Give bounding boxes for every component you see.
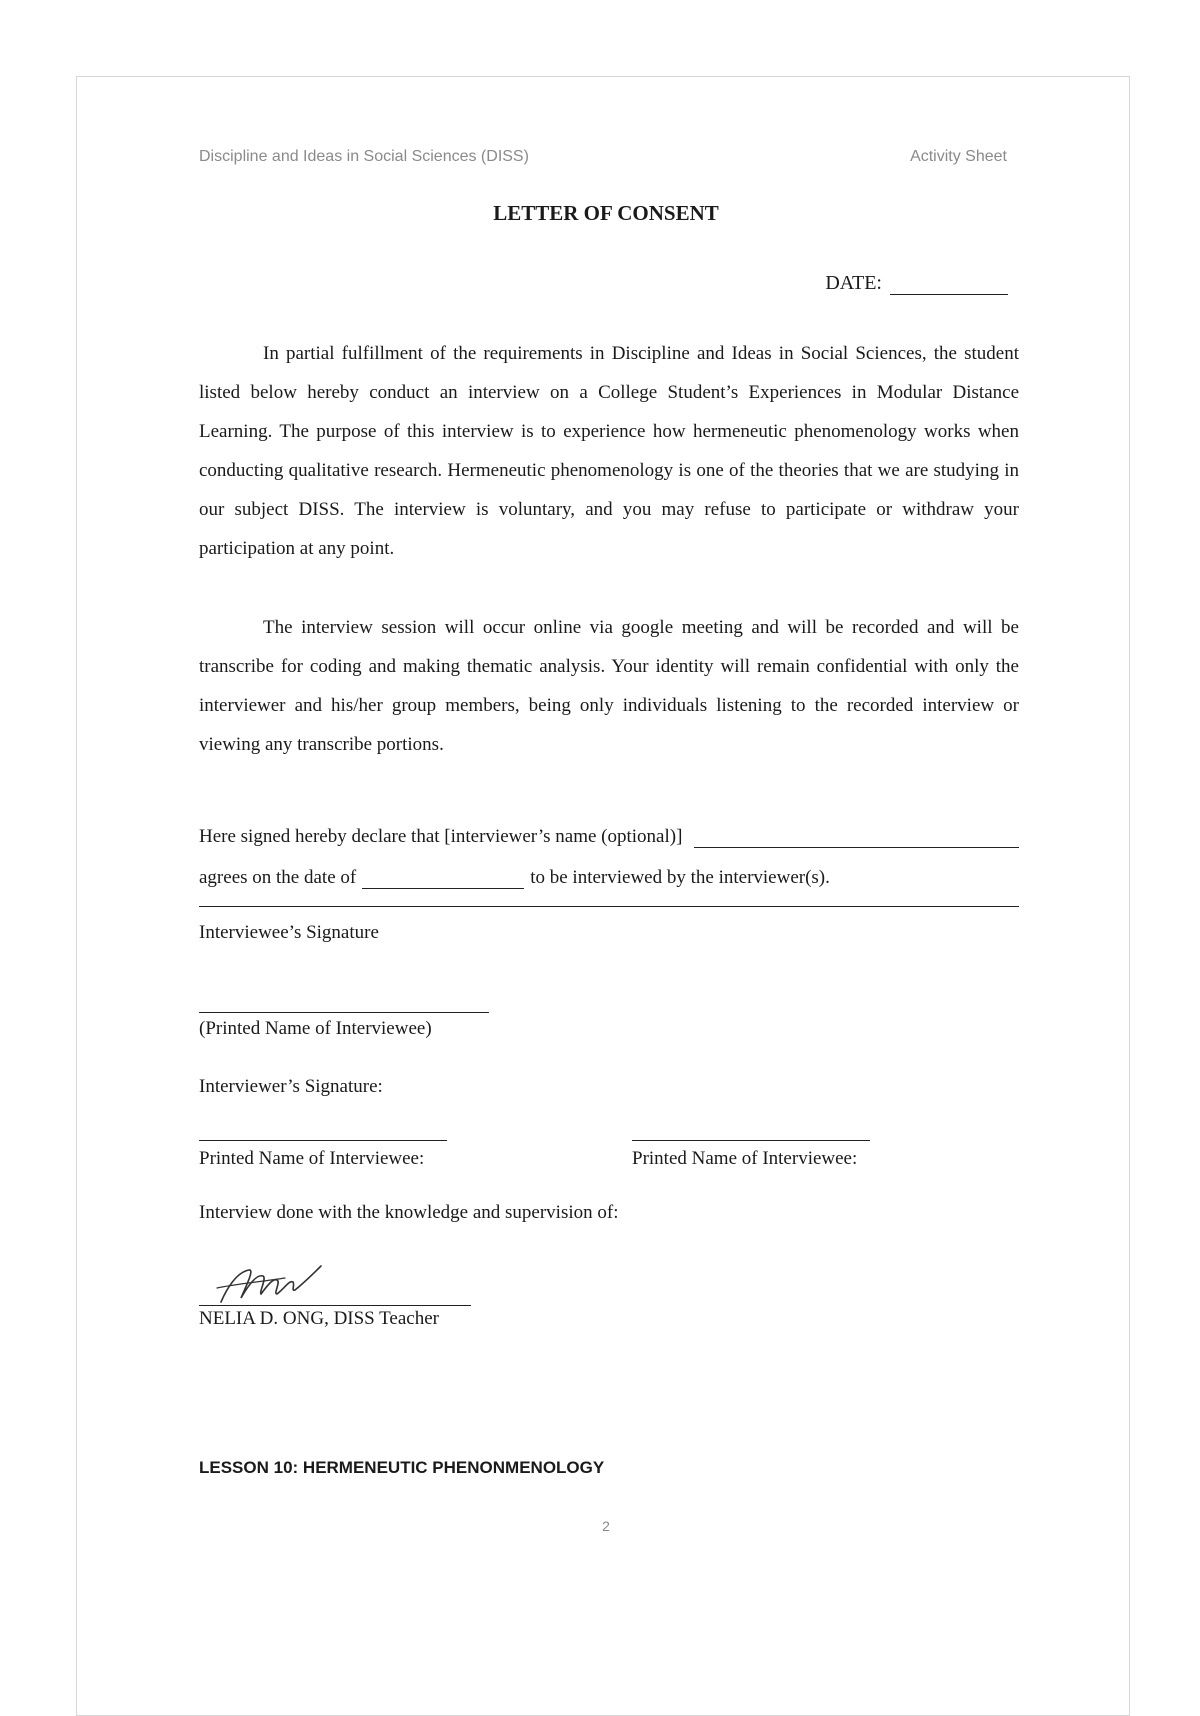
printed-name-left-label: Printed Name of Interviewee: bbox=[199, 1148, 425, 1169]
paragraph-confidentiality: The interview session will occur online via google meeting and will be recorded and will be transcribe for coding and making thematic analysis. Your identity will remain confidential with only the interviewer and his/her group members, being only individuals listening to the recorded interview or viewing any transcribe portions. bbox=[199, 617, 1019, 755]
printed-name-rule-left bbox=[199, 1140, 447, 1141]
declaration-line-2 bbox=[199, 867, 1019, 889]
page-number: 2 bbox=[602, 1518, 610, 1534]
printed-name-rule-1 bbox=[199, 1012, 489, 1013]
supervision-label: Interview done with the knowledge and supervision of: bbox=[199, 1202, 619, 1223]
printed-name-interviewee-label: (Printed Name of Interviewee) bbox=[199, 1018, 432, 1039]
date-line bbox=[825, 272, 1008, 295]
printed-name-rule-right bbox=[632, 1140, 870, 1141]
interviewer-name-blank bbox=[694, 827, 1019, 848]
teacher-signature-image bbox=[215, 1258, 325, 1308]
interviewer-signature-label: Interviewer’s Signature: bbox=[199, 1076, 383, 1097]
teacher-name: NELIA D. ONG, DISS Teacher bbox=[199, 1308, 439, 1329]
document-title: LETTER OF CONSENT bbox=[493, 201, 719, 225]
date-blank bbox=[890, 274, 1008, 295]
interviewee-signature-rule bbox=[199, 906, 1019, 907]
lesson-title: LESSON 10: HERMENEUTIC PHENONMENOLOGY bbox=[199, 1458, 605, 1477]
header-sheet-type: Activity Sheet bbox=[910, 148, 1007, 165]
date-label: DATE: bbox=[825, 272, 882, 294]
paragraph-purpose: In partial fulfillment of the requirements in Discipline and Ideas in Social Sciences, the student listed below hereby conduct an interview on a College Student’s Experiences in Modular Distance Learning. The purpose of this interview is to experience how hermeneutic phenomenology works when conducting qualitative research. Hermeneutic phenomenology is one of the theories that we are studying in our subject DISS. The interview is voluntary, and you may refuse to participate or withdraw your participation at any point. bbox=[199, 343, 1019, 559]
interview-date-blank bbox=[362, 868, 524, 889]
declaration-line-1 bbox=[199, 826, 1019, 848]
teacher-signature-rule bbox=[199, 1305, 471, 1306]
declaration-text-2b: to be interviewed by the interviewer(s). bbox=[530, 867, 830, 888]
interviewee-signature-label: Interviewee’s Signature bbox=[199, 922, 379, 943]
declaration-text-2a: agrees on the date of bbox=[199, 867, 357, 888]
header-course: Discipline and Ideas in Social Sciences (DISS) bbox=[199, 148, 529, 165]
declaration-text-1: Here signed hereby declare that [interviewer’s name (optional)] bbox=[199, 826, 683, 847]
printed-name-right-label: Printed Name of Interviewee: bbox=[632, 1148, 858, 1169]
